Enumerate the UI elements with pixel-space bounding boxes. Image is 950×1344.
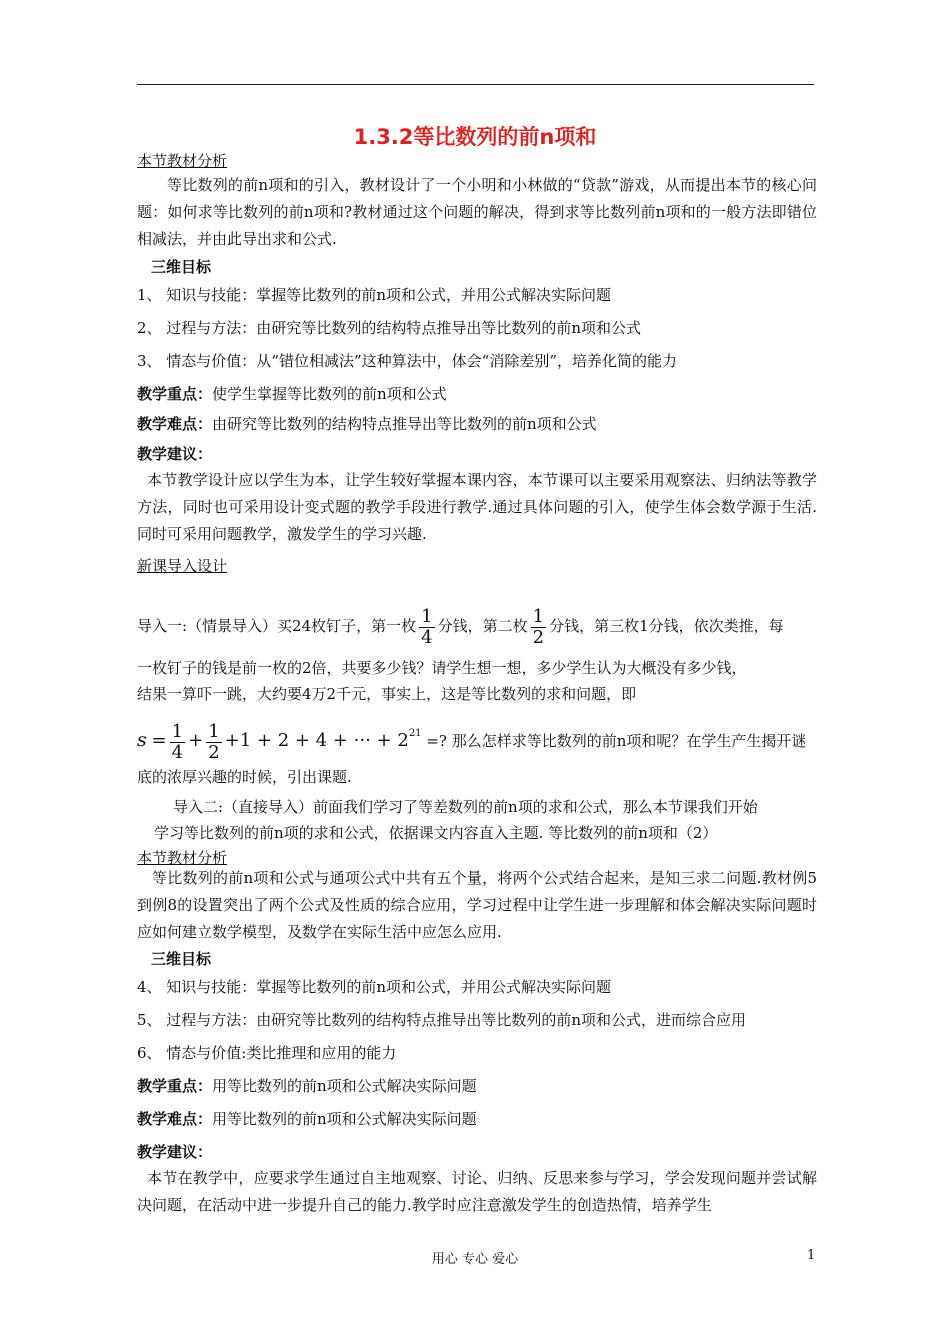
numerator: 1 bbox=[171, 720, 184, 742]
list-item: 4、 知识与技能：掌握等比数列的前n项和公式，并用公式解决实际问题 bbox=[137, 978, 611, 996]
section-heading: 本节教材分析 bbox=[137, 849, 228, 867]
key-point-label: 教学重点： bbox=[137, 1077, 213, 1095]
denominator: 2 bbox=[208, 741, 220, 763]
list-item: 3、 情态与价值：从“错位相减法”这种算法中，体会“消除差别”，培养化简的能力 bbox=[137, 352, 677, 370]
section-heading: 三维目标 bbox=[151, 258, 212, 276]
intro-line: 学习等比数列的前n项的求和公式，依据课文内容直入主题. 等比数列的前n项和（2） bbox=[154, 824, 718, 842]
intro-line: 导入二:（直接导入）前面我们学习了等差数列的前n项的求和公式，那么本节课我们开始 bbox=[173, 798, 758, 816]
intro-line: 一枚钉子的钱是前一枚的2倍，共要多少钱？请学生想一想，多少学生认为大概没有多少钱， bbox=[137, 659, 747, 677]
list-item: 2、 过程与方法：由研究等比数列的结构特点推导出等比数列的前n项和公式 bbox=[137, 319, 641, 337]
text-run: 分钱，第三枚1分钱，依次类推，每 bbox=[549, 617, 784, 635]
sum-formula: s = $\frac{1}{4}$ + $\frac{1}{2}$ +1 + 2 + 4 + ··· + $2^{21}$ =? 那么怎样求等比数列的前n项和呢？在学生产生揭开谜 bbox=[137, 720, 807, 763]
fraction bbox=[206, 722, 221, 763]
fraction bbox=[531, 607, 546, 648]
difficult-point-label: 教学难点： bbox=[137, 1110, 213, 1128]
key-point-label: 教学重点： bbox=[137, 385, 213, 403]
paragraph: 本节在教学中，应要求学生通过自主地观察、讨论、归纳、反思来参与学习，学会发现问题并尝试解决问题，在活动中进一步提升自己的能力.教学时应注意激发学生的创造热情，培养学生 bbox=[137, 1169, 817, 1214]
key-point bbox=[137, 379, 817, 409]
page-number: 1 bbox=[807, 1248, 816, 1263]
numerator: 1 bbox=[421, 605, 433, 627]
text-run: 导入一:（情景导入）买24枚钉子，第一枚 bbox=[137, 617, 417, 635]
paragraph: 等比数列的前n项和的引入，教材设计了一个小明和小林做的“贷款”游戏，从而提出本节的核心问题：如何求等比数列的前n项和?教材通过这个问题的解决，得到求等比数列前n项和的一般方法即错位相减法，并由此导出求和公式. bbox=[137, 176, 817, 248]
key-point-text: 使学生掌握等比数列的前n项和公式 bbox=[212, 385, 447, 403]
fraction bbox=[419, 607, 434, 648]
intro-line bbox=[137, 602, 817, 650]
numerator: 1 bbox=[208, 720, 220, 742]
denominator: 4 bbox=[171, 741, 184, 763]
difficult-point-label: 教学难点： bbox=[137, 415, 213, 433]
page-footer: 用心 专心 爱心 bbox=[431, 1252, 519, 1267]
paragraph: 本节教学设计应以学生为本，让学生较好掌握本课内容，本节课可以主要采用观察法、归纳法等教学方法，同时也可采用设计变式题的教学手段进行教学.通过具体问题的引入，使学生体会数学源于生活.同时可采用问题教学，激发学生的学习兴趣. bbox=[137, 471, 817, 543]
formula-terms: +1 + 2 + 4 + ··· + 2 bbox=[224, 730, 409, 751]
key-point bbox=[137, 1071, 817, 1101]
advice-label: 教学建议： bbox=[137, 1143, 213, 1161]
section-heading: 三维目标 bbox=[151, 950, 212, 968]
section-heading: 新课导入设计 bbox=[137, 557, 228, 575]
formula-exponent: 21 bbox=[408, 728, 422, 739]
formula-tail: =? 那么怎样求等比数列的前n项和呢？在学生产生揭开谜 bbox=[421, 732, 807, 750]
text-run: 分钱，第二枚 bbox=[437, 617, 528, 635]
formula-equals: = bbox=[151, 730, 167, 751]
fraction bbox=[170, 722, 185, 763]
key-point-text: 用等比数列的前n项和公式解决实际问题 bbox=[212, 1077, 477, 1095]
numerator: 1 bbox=[532, 605, 545, 627]
advice-label: 教学建议： bbox=[137, 445, 213, 463]
intro-line: 结果一算吓一跳，大约要4万2千元，事实上，这是等比数列的求和问题，即 bbox=[137, 685, 637, 703]
difficult-point-text: 由研究等比数列的结构特点推导出等比数列的前n项和公式 bbox=[212, 415, 597, 433]
section-heading: 本节教材分析 bbox=[137, 152, 228, 170]
list-item: 6、 情态与价值:类比推理和应用的能力 bbox=[137, 1044, 397, 1062]
list-item: 5、 过程与方法：由研究等比数列的结构特点推导出等比数列的前n项和公式，进而综合应用 bbox=[137, 1011, 746, 1029]
difficult-point-text: 用等比数列的前n项和公式解决实际问题 bbox=[212, 1110, 477, 1128]
formula-variable: s bbox=[137, 729, 147, 751]
intro-line: 底的浓厚兴趣的时候，引出课题. bbox=[137, 768, 352, 786]
denominator: 2 bbox=[532, 626, 545, 648]
difficult-point bbox=[137, 1104, 817, 1134]
page-title: 1.3.2等比数列的前n项和 bbox=[353, 125, 597, 149]
denominator: 4 bbox=[421, 626, 433, 648]
difficult-point bbox=[137, 409, 817, 439]
list-item: 1、 知识与技能：掌握等比数列的前n项和公式，并用公式解决实际问题 bbox=[137, 286, 611, 304]
paragraph: 等比数列的前n项和公式与通项公式中共有五个量，将两个公式结合起来，是知三求二问题.教材例5到例8的设置突出了两个公式及性质的综合应用，学习过程中让学生进一步理解和体会解决实际问题时应如何建立数学模型，及数学在实际生活中应怎么应用. bbox=[137, 869, 817, 941]
header-rule bbox=[137, 84, 814, 85]
